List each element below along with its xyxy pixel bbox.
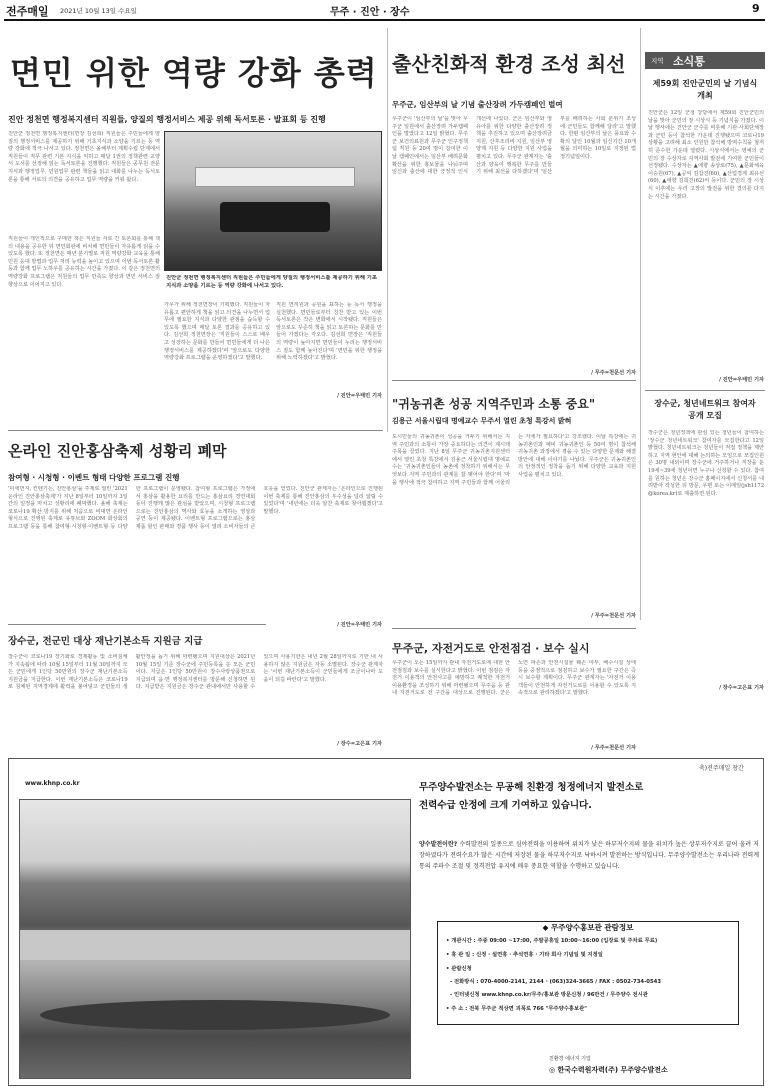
main-body-2: 직원들이 개인적으로 구매한 책은 직원들 서로 간 토론회를 통해 책의 내용을 공유한 뒤 면민회관에 비치해 면민들이 자유롭게 읽을 수 있도록 했다. 또 정천면은 매년 분기별로 직원 역량강화 교육을 통해 민원 응대 방법과 업무 처리 능력을 높이고 있으며 이번 독서토론 활동과 함께 업무 노하우를 공유하는 시간을 가졌다. 이 같은 정천면의 역량강화 프로그램은 직원들의 업무 만족도 향상과 면민 서비스 질 향상으로 이어지고 있다. — [8, 236, 160, 288]
advert-info-web: - 인터넷신청 www.khnp.co.kr/무주/홍보관 방문신청 / 96만건 / 무주양수 전시관 — [450, 992, 648, 998]
bike-byline: / 무주=천문선 기자 — [591, 745, 636, 751]
birth-headline: 출산친화적 환경 조성 최선 — [392, 52, 626, 76]
sidebar-item1-title: 제59회 진안군민의 날 기념식 개최 — [652, 79, 758, 100]
bike-headline: 무주군, 자전거도로 안전점검 · 보수 실시 — [392, 642, 590, 655]
main-photo-caption: 진안군 정천면 행정복지센터 직원들은 주민들에게 양질의 행정서비스를 제공하기 위해 기초지식과 소양을 기르는 등 역량 강화에 나서고 있다. — [166, 275, 378, 289]
advert-url: www.khnp.co.kr — [25, 780, 80, 787]
aid-body: 장수군이 코로나19 장기화로 경제활동 및 소비침체가 지속됨에 따라 10월 15일부터 11월 30일까지 모든 군민에게 1인당 50만원의 장수군 재난기본소득 지원금을 지급한다. 이번 재난기본소득은 코로나19로 침체된 지역경제에 활력을 불어넣고 군민들의 생활안정을 돕기 위해 마련됐으며 지원대상은 2021년 10월 15일 기준 장수군에 주민등록을 둔 모든 군민이다. 지급은 1인당 50만원이 장수사랑상품권으로 지급되며 읍·면 행정복지센터를 방문해 신청하면 된다. 지급받은 지원금은 장수군 관내에서만 사용할 수 있으며 사용기한은 내년 2월 28일까지로 기한 내 사용하지 않은 지원금은 자동 소멸된다. 장수군 관계자는 '이번 재난기본소득이 군민들에게 조금이나마 도움이 되길 바란다'고 말했다. — [8, 654, 383, 691]
sidebar-item1-byline: / 진안=우태민 기자 — [719, 377, 764, 383]
advert-box — [8, 758, 764, 1086]
online-subhead: 참여형 · 시청형 · 이벤트 형태 다양한 프로그램 진행 — [8, 473, 180, 482]
advert-headline-1: 무주양수발전소는 무공해 친환경 청정에너지 발전소로 — [419, 782, 644, 793]
issue-date: 2021년 10월 13일 수요일 — [60, 7, 137, 15]
advert-intro-text: 수력발전의 일종으로 심야전력을 이용하여 위치가 낮은 하부저수지의 물을 위치가 높은 상부저수지로 끌어 올려 저장하였다가 전력수요가 많은 시간에 저장된 물을 하부저수지로 낙하시켜 발전하는 방식입니다. 무주양수발전소는 우리나라 전력계통의 주파수 조절 및 정격전압 유지에 매우 중요한 역할을 수행하고 있습니다. — [419, 841, 759, 870]
aid-headline: 장수군, 전군민 대상 재난기본소득 지원금 지급 — [8, 636, 203, 647]
advert-intro — [419, 839, 759, 872]
sidebar-tag-title: 소식통 — [673, 55, 705, 68]
page-number: 9 — [752, 2, 760, 15]
section-title: 무주 · 진안 · 장수 — [330, 7, 410, 18]
sidebar-item2-title: 장수군, 청년네트워크 참여자 공개 모집 — [654, 399, 756, 420]
sidebar-tag — [645, 52, 765, 69]
advert-tag: 축)전주매일 창간 — [699, 765, 744, 772]
return-body: 도시민들의 귀농귀촌이 성공을 거두기 위해서는 지역 주민과의 소통이 가장 중요하다는 의견이 제시돼 주목을 끌었다. 지난 8일 무주군 귀농귀촌지원센터에서 열린 초청 특강에서 김용근 서울시립대 명예교수는 '귀농귀촌인들이 농촌에 정착하기 위해서는 무엇보다 지역 주민과의 관계를 잘 맺어야 한다'며 '마을 행사에 적극 참여하고 지역 주민들과 함께 어울리는 자세가 필요하다'고 강조했다. 이날 특강에는 귀농귀촌인과 예비 귀농귀촌인 등 50여 명이 참석해 귀농귀촌 과정에서 겪을 수 있는 다양한 문제와 해결 방안에 대해 이야기를 나눴다. 무주군은 귀농귀촌인의 안정적인 정착을 돕기 위해 다양한 교육과 지원 사업을 펼치고 있다. — [392, 434, 636, 486]
advert-info-panel — [437, 921, 739, 1025]
advert-info-contact: • 관람신청 — [446, 966, 472, 972]
sidebar-tag-label: 지역 — [651, 57, 664, 65]
birth-body: 무주군이 '임산부의 날'을 맞아 무주군 일원에서 출산장려 가두캠페인을 벌였다고 12일 밝혔다. 무주군 보건의료원과 무주군 인구정책팀 직원 등 20여 명이 참여한 이날 캠페인에서는 임산부 배려문화 확산을 위한 홍보물을 나눠주며 임신과 출산에 대한 긍정적 인식 개선에 나섰다. 군은 임산부와 영유아를 위한 다양한 출산장려 정책을 추진하고 있으며 출산장려금 지원, 산후조리비 지원, 임산부 영양제 지원 등 다양한 지원 사업을 펼치고 있다. 무주군 관계자는 '출산과 양육이 행복한 무주를 만들기 위해 최선을 다하겠다'며 '임산부를 배려하는 사회 분위기 조성에 군민들도 함께해 달라'고 말했다. 한편 임산부의 날은 풍요와 수확의 달인 10월과 임신기간 10개월을 의미하는 10일로 지정된 법정기념일이다. — [392, 116, 636, 176]
sidebar-item2-byline: / 장수=고은표 기자 — [719, 685, 764, 691]
advert-info-closed: • 휴 관 일 : 신정 · 설연휴 · 추석연휴 · 기타 회사 기념일 및 지정일 — [446, 952, 603, 958]
main-body-4: 직원 면직원과 공원을 표하는 등 독서 행정을 실천했다. 면민들로부터 칭찬 받고 있는 이번 독서토론은 작은 변화에서 시작됐다. 직원들은 앞으로도 꾸준히 책을 읽고 토론하는 문화를 만들어 가겠다는 각오다. 김선희 면장은 '직원들의 역량이 높아지면 면민들이 누리는 행정서비스 질도 함께 높아진다'며 '면민을 위한 행정을 위해 노력하겠다'고 밝혔다. — [276, 302, 382, 362]
return-headline: "귀농귀촌 성공 지역주민과 소통 중요" — [392, 397, 596, 411]
online-body: '미세먼지, 킨텐기는, 진안홍삼'을 주제로 열린 '2021 온라인 진안홍삼축제'가 지난 8일부터 10일까지 3일간의 일정을 마치고 성황리에 폐막했다. 올해 축제는 코로나19 확산 방지를 위해 처음으로 비대면 온라인 형식으로 진행된 축제로 유튜브와 ZOOM 화상회의 프로그램 등을 통해 참여형·시청형·이벤트형 등 다양한 프로그램이 운영됐다. 참여형 프로그램은 가정에서 홍삼을 활용한 요리를 만드는 홍삼요리 경연대회 등이 진행돼 많은 관심을 받았으며, 시청형 프로그램으로는 진안홍삼의 역사와 효능을 소개하는 영상과 공연 등이 제공됐다. 이벤트형 프로그램으로는 홍삼 제품 할인 판매와 경품 행사 등이 열려 소비자들의 큰 호응을 얻었다. 진안군 관계자는 '온라인으로 진행된 이번 축제를 통해 진안홍삼의 우수성을 널리 알릴 수 있었다'며 '내년에는 더욱 알찬 축제로 찾아뵙겠다'고 말했다. — [8, 486, 383, 530]
return-byline: / 무주=천문선 기자 — [591, 613, 636, 619]
advert-footer-small: 친환경 에너지 기업 — [549, 1056, 591, 1062]
online-byline: / 진안=우태민 기자 — [337, 622, 382, 628]
main-byline: / 진안=우태민 기자 — [337, 393, 382, 399]
aid-byline: / 장수=고은표 기자 — [337, 741, 382, 747]
main-subhead: 진안 정천면 행정복지센터 직원들, 양질의 행정서비스 제공 위해 독서토론 · 발표회 등 진행 — [8, 115, 326, 124]
return-subhead: 김용근 서울시립대 명예교수 무주서 열린 초청 특강서 밝혀 — [392, 417, 572, 425]
birth-subhead: 무주군, 임산부의 날 기념 출산장려 가두캠페인 벌여 — [392, 100, 563, 109]
main-headline: 면민 위한 역량 강화 총력 — [10, 54, 378, 92]
online-headline: 온라인 진안홍삼축제 성황리 폐막 — [8, 442, 227, 460]
advert-info-hours: • 개관시간 : 주중 09:00 ~17:00, 주말공휴일 10:00~16:00 (입장료 및 주차료 무료) — [446, 938, 658, 944]
advert-intro-lead: 양수발전이란? — [419, 841, 458, 848]
main-body-1: 진안군 정천면 행정복지센터(면장 김선희) 직원들은 주민들에게 양질의 행정서비스를 제공하기 위해 기초지식과 소양을 기르는 등 역량 강화에 적극 나서고 있다. 정천면은 올해부터 계획수립 단계에서 직원들이 직무 관련 기본 지식을 익히고 매달 1권의 정책관련 교양서 도서를 선정해 읽는 독서토론을 진행했다. 직원들은 공무원 전문지식과 행정업무, 민원업무 관련 책들을 읽고 대화를 나누는 독서토론을 통해 서로의 의견을 공유하고 업무 역량을 키워 왔다. — [8, 131, 160, 183]
page-header — [0, 0, 769, 20]
advert-footer-logo: ◎ 한국수력원자력(주) 무주양수발전소 — [549, 1066, 668, 1074]
advert-info-phone: - 전화방식 : 070-4000-2141, 2144 · (063)324-3665 / FAX : 0502-734-0543 — [450, 979, 662, 985]
sidebar-item1-body: 진안군은 12일 군청 강당에서 제59회 진안군민의 날을 맞아 군민의 장 시상식 등 기념식을 가졌다. 이날 행사에는 진안군 군수를 비롯해 기관·사회단체장과 군민 등이 참석한 가운데 진행됐으며 코로나19 상황을 고려해 최소 인원만 참석해 방역수칙을 철저히 준수한 가운데 열렸다. 시상식에서는 영예의 군민의 장 수상자로 지역사회 발전에 기여한 군민들이 선정됐다. 수상자는 ▲애향 송상로(75), ▲문화체육 이승원(67), ▲공익 김갑진(60), ▲산업경제 최유선(60), ▲애향 김희진(62)씨 등이다. 군민의 장 시상식 이후에는 우리 고장의 발전을 위한 결의를 다지는 시간을 가졌다. — [648, 110, 764, 200]
advert-info-title: ◆ 무주양수홍보관 관람정보 — [438, 915, 738, 934]
advert-dam-photo — [19, 799, 411, 1079]
advert-headline-2: 전력수급 안정에 크게 기여하고 있습니다. — [419, 800, 592, 811]
bike-body: 무주군이 오는 15일까지 관내 자전거도로에 대한 안전점검과 보수를 실시한다고 밝혔다. 이번 점검은 자전거 이용객의 안전사고를 예방하고 쾌적한 자전거 이용환경을 조성하기 위해 마련됐으며 무주읍 등 관내 자전거도로 전 구간을 대상으로 진행된다. 군은 노면 파손과 안전시설물 훼손 여부, 배수시설 상태 등을 중점적으로 점검하고 보수가 필요한 구간은 즉시 보수할 계획이다. 무주군 관계자는 '자전거 이용객들이 안전하게 자전거도로를 이용할 수 있도록 지속적으로 관리하겠다'고 말했다. — [392, 660, 636, 697]
masthead: 전주매일 — [6, 5, 49, 18]
main-body-3: 가우가 위해 정천면장이 기획했다. 직원들이 자유롭고 편안하게 책을 읽고 의견을 나누면서 업무에 필요한 지식과 다양한 관점을 습득할 수 있도록 했으며 매달 토론 결과를 공유하고 있다. 김선희 정천면장은 '직원들이 스스로 배우고 성장하는 문화를 만들어 면민들에게 더 나은 행정서비스를 제공하겠다'며 '앞으로도 다양한 역량강화 프로그램을 운영하겠다'고 말했다. — [164, 302, 270, 362]
main-photo — [164, 131, 382, 271]
birth-byline: / 무주=천문선 기자 — [591, 370, 636, 376]
advert-info-address: • 주 소 : 전북 무주군 적상면 괴목로 766 "무주양수홍보관" — [446, 1006, 588, 1012]
sidebar-item2-body: 장수군은 청년정책에 관심 있는 청년들이 참여하는 '장수군 청년네트워크' 참여자를 모집한다고 12일 밝혔다. 청년네트워크는 청년들이 직접 정책을 제안하고 지역 현안에 대해 논의하는 모임으로 모집인원은 30명 내외이며 장수군에 거주하거나 직장을 둔 19세~39세 청년이면 누구나 신청할 수 있다. 참여를 원하는 청년은 장수군 홈페이지에서 신청서를 내려받아 작성한 뒤 방문, 우편 또는 이메일(jsh1172@korea.kr)로 제출하면 된다. — [648, 430, 764, 497]
